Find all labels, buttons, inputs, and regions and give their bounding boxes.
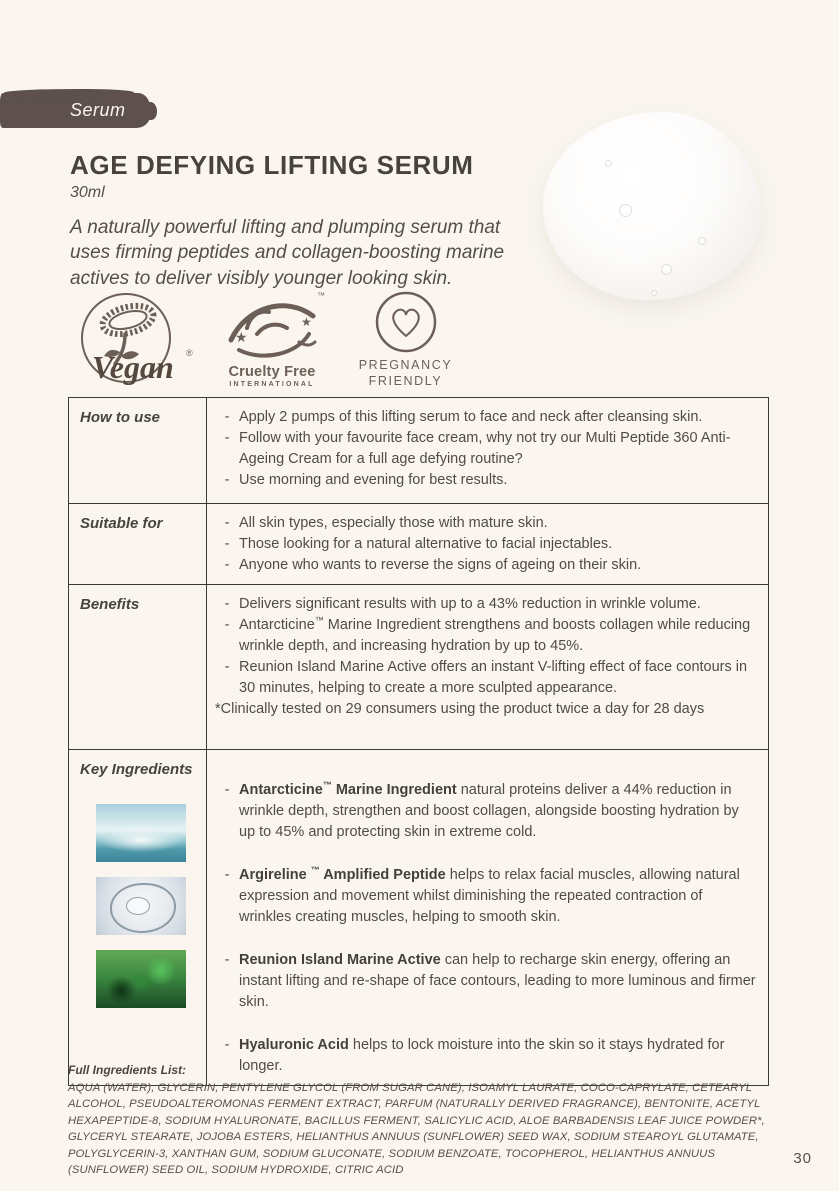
list-item: - Apply 2 pumps of this lifting serum to face and neck after cleansing skin. [224,409,703,425]
cruelty-free-sublabel: INTERNATIONAL [229,381,315,388]
key-ingredient-images [96,804,198,1008]
row-label: How to use [69,398,207,503]
svg-text:®: ® [186,348,193,358]
clinical-footnote: *Clinically tested on 29 consumers using the product twice a day for 28 days [215,701,705,717]
table-row-how-to-use [69,398,768,504]
list-item: - Use morning and evening for best results. [224,472,508,488]
pregnancy-line1: PREGNANCY [358,358,453,372]
page-number: 30 [793,1150,812,1167]
swatch-bubble [651,290,657,296]
category-badge-label: Serum [70,100,126,120]
svg-text:★: ★ [235,329,248,345]
cruelty-free-logo [217,290,327,388]
product-title: AGE DEFYING LIFTING SERUM [70,150,474,180]
product-info-table [68,397,769,1086]
iceberg-image [96,804,186,862]
product-volume: 30ml [70,184,105,201]
leaping-bunny-icon [217,290,327,362]
swatch-bubble [619,204,632,217]
product-header [70,150,550,291]
cruelty-free-label: Cruelty Free [228,364,316,380]
swatch-bubble [698,237,706,245]
row-label: Suitable for [69,504,207,584]
pregnancy-friendly-label [353,358,458,389]
svg-text:★: ★ [301,315,312,329]
row-content [207,504,768,584]
seaweed-image [96,950,186,1008]
key-ingredients-label: Key Ingredients [80,761,193,778]
list-item: - Reunion Island Marine Active can help to recharge skin energy, offering an instant lifting and re-shape of face contours, leading to more luminous and firmer skin. [224,952,756,1010]
product-description: A naturally powerful lifting and plumping serum that uses firming peptides and collagen-boosting marine actives to deliver visibly younger looking skin. [70,217,505,289]
list-item: - Argireline ™ Amplified Peptide helps to relax facial muscles, allowing natural expression and movement whilst diminishing the repeated contraction of wrinkles creating muscles, helping to smooth skin. [224,865,740,925]
serum-swatch-image [543,112,761,300]
certification-logos [68,290,458,390]
vegan-sunflower-icon [68,290,203,390]
list-item: - Antarcticine™ Marine Ingredient strengthens and boosts collagen while reducing wrinkle depth, and increasing hydration by up to 45%. [224,615,751,654]
list-item: - Hyaluronic Acid helps to lock moisture into the skin so it stays hydrated for longer. [224,1037,725,1074]
row-content [207,398,768,503]
pregnancy-friendly-logo [353,290,458,389]
list-item: - Reunion Island Marine Active offers an instant V-lifting effect of face contours in 30 minutes, helping to create a more sculpted appearance. [224,659,748,696]
svg-text:Vegan: Vegan [92,349,174,385]
list-item: - Follow with your favourite face cream, why not try our Multi Peptide 360 Anti-Ageing Cream for a full age defying routine? [224,430,731,467]
swatch-bubble [661,264,672,275]
list-item: - Delivers significant results with up to a 43% reduction in wrinkle volume. [224,596,701,612]
list-item: - All skin types, especially those with mature skin. [224,515,548,531]
full-ingredients-label: Full Ingredients List: [68,1063,187,1077]
heart-circle-icon [374,290,438,354]
row-label [69,750,207,1085]
row-content [207,585,768,749]
peptide-bubble-image [96,877,186,935]
table-row-key-ingredients [69,750,768,1085]
svg-text:™: ™ [317,291,325,300]
row-label: Benefits [69,585,207,749]
list-item: - Antarcticine™ Marine Ingredient natural proteins deliver a 44% reduction in wrinkle depth, strengthen and boost collagen, alongside boosting hydration by up to 45% and protecting skin in extreme cold. [224,780,739,840]
category-badge [0,93,150,128]
table-row-suitable-for [69,504,768,585]
list-item: - Anyone who wants to reverse the signs of ageing on their skin. [224,557,642,573]
vegan-logo [68,290,203,390]
full-ingredients-section [68,1063,774,1178]
row-content [207,750,768,1085]
table-row-benefits [69,585,768,750]
list-item: - Those looking for a natural alternative to facial injectables. [224,536,613,552]
full-ingredients-text: AQUA (WATER), GLYCERIN, PENTYLENE GLYCOL (FROM SUGAR CANE), ISOAMYL LAURATE, COCO-CAPRYLATE, CETEARYL ALCOHOL, PSEUDOALTEROMONAS FERMENT EXTRACT, PARFUM (NATURALLY DERIVED FRAGRANCE), BENTONITE, ACETYL HEXAPEPTIDE-8, SODIUM HYALURONATE, BACILLUS FERMENT, SALICYLIC ACID, ALOE BARBADENSIS LEAF JUICE POWDER*, GLYCERYL STEARATE, JOJOBA ESTERS, HELIANTHUS ANNUUS (SUNFLOWER) SEED WAX, SODIUM STEAROYL GLUTAMATE, POLYGLYCERIN-3, XANTHAN GUM, SODIUM GLUCONATE, SODIUM BENZOATE, TOCOPHEROL, HELIANTHUS ANNUUS (SUNFLOWER) SEED OIL, SODIUM HYDROXIDE, CITRIC ACID [68,1082,765,1176]
pregnancy-line2: FRIENDLY [368,373,443,388]
swatch-bubble [605,160,612,167]
